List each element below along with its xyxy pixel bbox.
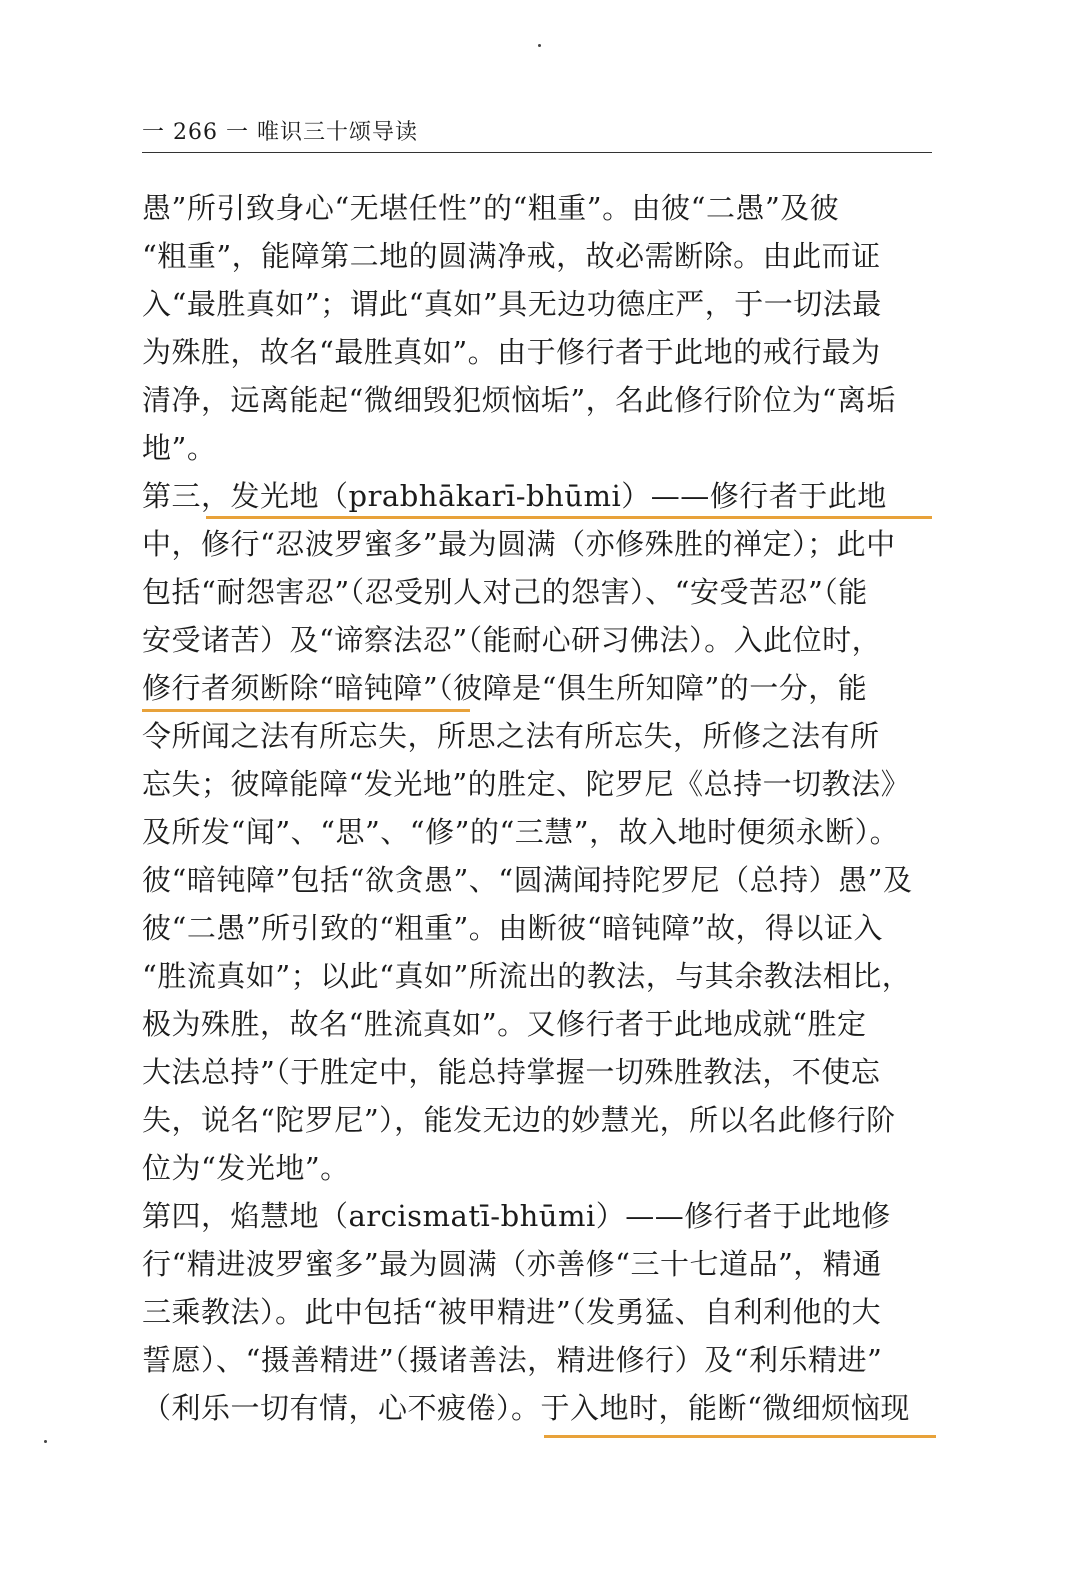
paragraph-heading-line: 第四，焰慧地（arcismatī-bhūmi）——修行者于此地修 xyxy=(142,1199,891,1233)
text-line: 中，修行“忍波罗蜜多”最为圆满（亦修殊胜的禅定）；此中 xyxy=(142,527,896,561)
running-header: 一 266 一 唯识三十颂导读 xyxy=(142,118,932,153)
text-line: “胜流真如”；以此“真如”所流出的教法，与其余教法相比， xyxy=(142,959,912,993)
scan-speck xyxy=(538,44,541,47)
text-line: 誓愿）、“摄善精进”（摄诸善法，精进修行）及“利乐精进” xyxy=(142,1343,883,1377)
text-line: 忘失；彼障能障“发光地”的胜定、陀罗尼《总持一切教法》 xyxy=(142,767,911,801)
text-line: 及所发“闻”、“思”、“修”的“三慧”，故入地时便须永断）。 xyxy=(142,815,900,849)
text-line: 位为“发光地”。 xyxy=(142,1151,350,1185)
highlight-underline xyxy=(544,1435,936,1438)
text-line: “粗重”，能障第二地的圆满净戒，故必需断除。由此而证 xyxy=(142,239,881,273)
text-line: 地”。 xyxy=(142,431,217,465)
text-line: 极为殊胜，故名“胜流真如”。又修行者于此地成就“胜定 xyxy=(142,1007,867,1041)
text-line: 三乘教法）。此中包括“被甲精进”（发勇猛、自利利他的大 xyxy=(142,1295,882,1329)
text-line: 彼“二愚”所引致的“粗重”。由断彼“暗钝障”故，得以证入 xyxy=(142,911,883,945)
text-line: 失，说名“陀罗尼”），能发无边的妙慧光，所以名此修行阶 xyxy=(142,1103,896,1137)
highlight-underline xyxy=(206,516,932,519)
text-line: 入“最胜真如”；谓此“真如”具无边功德庄严，于一切法最 xyxy=(142,287,882,321)
text-line: 包括“耐怨害忍”（忍受别人对己的怨害）、“安受苦忍”（能 xyxy=(142,575,868,609)
paragraph-heading-line: 第三，发光地（prabhākarī-bhūmi）——修行者于此地 xyxy=(142,479,887,513)
scan-speck xyxy=(44,1440,47,1443)
text-line: （利乐一切有情，心不疲倦）。于入地时，能断“微细烦恼现 xyxy=(142,1391,910,1425)
text-line: 为殊胜，故名“最胜真如”。由于修行者于此地的戒行最为 xyxy=(142,335,881,369)
text-line: 行“精进波罗蜜多”最为圆满（亦善修“三十七道品”，精通 xyxy=(142,1247,882,1281)
highlight-underline xyxy=(142,709,470,712)
text-line: 安受诸苦）及“谛察法忍”（能耐心研习佛法）。入此位时， xyxy=(142,623,882,657)
text-line: 大法总持”（于胜定中，能总持掌握一切殊胜教法，不使忘 xyxy=(142,1055,881,1089)
text-line: 愚”所引致身心“无堪任性”的“粗重”。由彼“二愚”及彼 xyxy=(142,191,840,225)
text-line: 令所闻之法有所忘失，所思之法有所忘失，所修之法有所 xyxy=(142,719,880,753)
text-line: 彼“暗钝障”包括“欲贪愚”、“圆满闻持陀罗尼（总持）愚”及 xyxy=(142,863,913,897)
text-line: 清净，远离能起“微细毁犯烦恼垢”，名此修行阶位为“离垢 xyxy=(142,383,896,417)
text-line: 修行者须断除“暗钝障”（彼障是“俱生所知障”的一分，能 xyxy=(142,671,868,705)
